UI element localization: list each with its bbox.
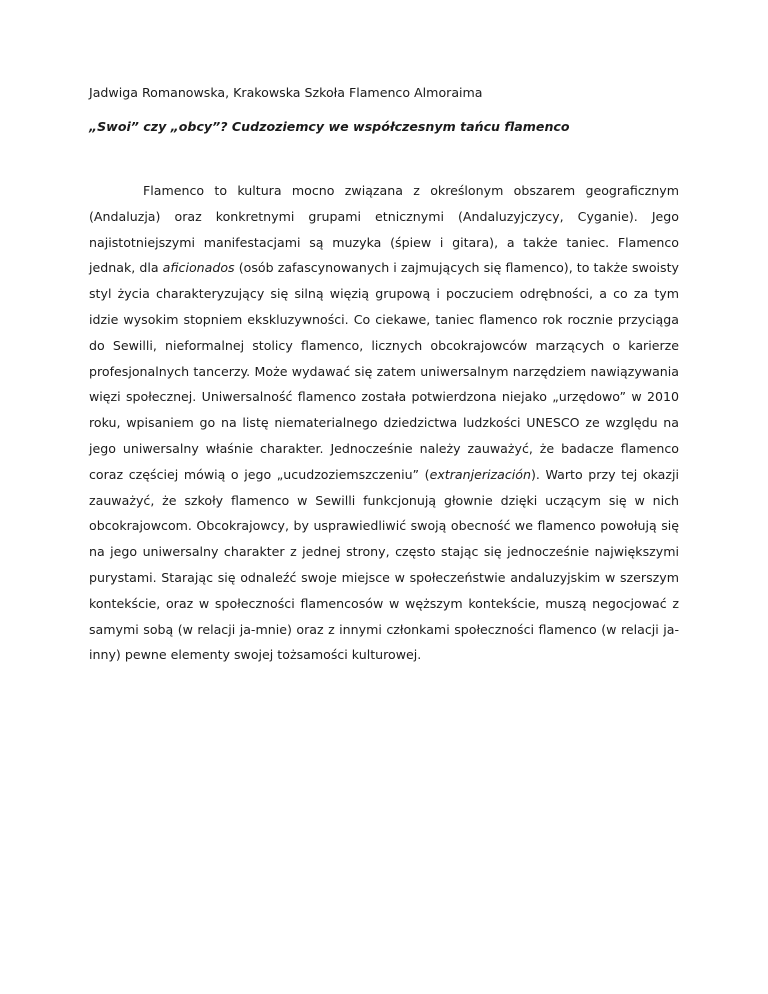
term-aficionados: aficionados (162, 260, 235, 276)
term-extranjerizacion: extranjerización (429, 466, 531, 482)
paragraph-text-part1: Flamenco to kultura mocno związana z określonym obszarem geograficznym (Andaluzja) oraz konkretnymi grupami etnicznymi (Andaluzyjczycy, Cyganie). Jego najistotniejszymi manifestacjami są muzyka (śpiew i gitara), a także taniec. Flamenco jednak, dla (89, 183, 679, 276)
body-paragraph (89, 178, 679, 668)
author-line: Jadwiga Romanowska, Krakowska Szkoła Flamenco Almoraima (89, 85, 483, 100)
paragraph-text-part2: (osób zafascynowanych i zajmujących się flamenco), to także swoisty styl życia charakteryzujący się silną więzią grupową i poczuciem odrębności, a co za tym idzie wysokim stopniem ekskluzywności. Co ciekawe, taniec flamenco rok rocznie przyciąga do Sewilli, nieformalnej stolicy flamenco, licznych obcokrajowców marzących o karierze profesjonalnych tancerzy. Może wydawać się zatem uniwersalnym narzędziem nawiązywania więzi społecznej. Uniwersalność flamenco została potwierdzona niejako „urzędowo” w 2010 roku, wpisaniem go na listę niematerialnego dziedzictwa ludzkości UNESCO ze względu na jego uniwersalny właśnie charakter. Jednocześnie należy zauważyć, że badacze flamenco coraz częściej mówią o jego „ucudzoziemszczeniu” ( (89, 260, 679, 482)
paragraph-text-part3: ). Warto przy tej okazji zauważyć, że szkoły flamenco w Sewilli funkcjonują głownie dzięki uczącym się w nich obcokrajowcom. Obcokrajowcy, by usprawiedliwić swoją obecność we flamenco powołują się na jego uniwersalny charakter z jednej strony, często stając się jednocześnie największymi purystami. Starając się odnaleźć swoje miejsce w społeczeństwie andaluzyjskim w szerszym kontekście, oraz w społeczności flamencosów w węższym kontekście, muszą negocjować z samymi sobą (w relacji ja-mnie) oraz z innymi członkami społeczności flamenco (w relacji ja-inny) pewne elementy swojej tożsamości kulturowej. (89, 466, 680, 663)
document-title: „Swoi” czy „obcy”? Cudzoziemcy we współczesnym tańcu flamenco (89, 119, 570, 134)
